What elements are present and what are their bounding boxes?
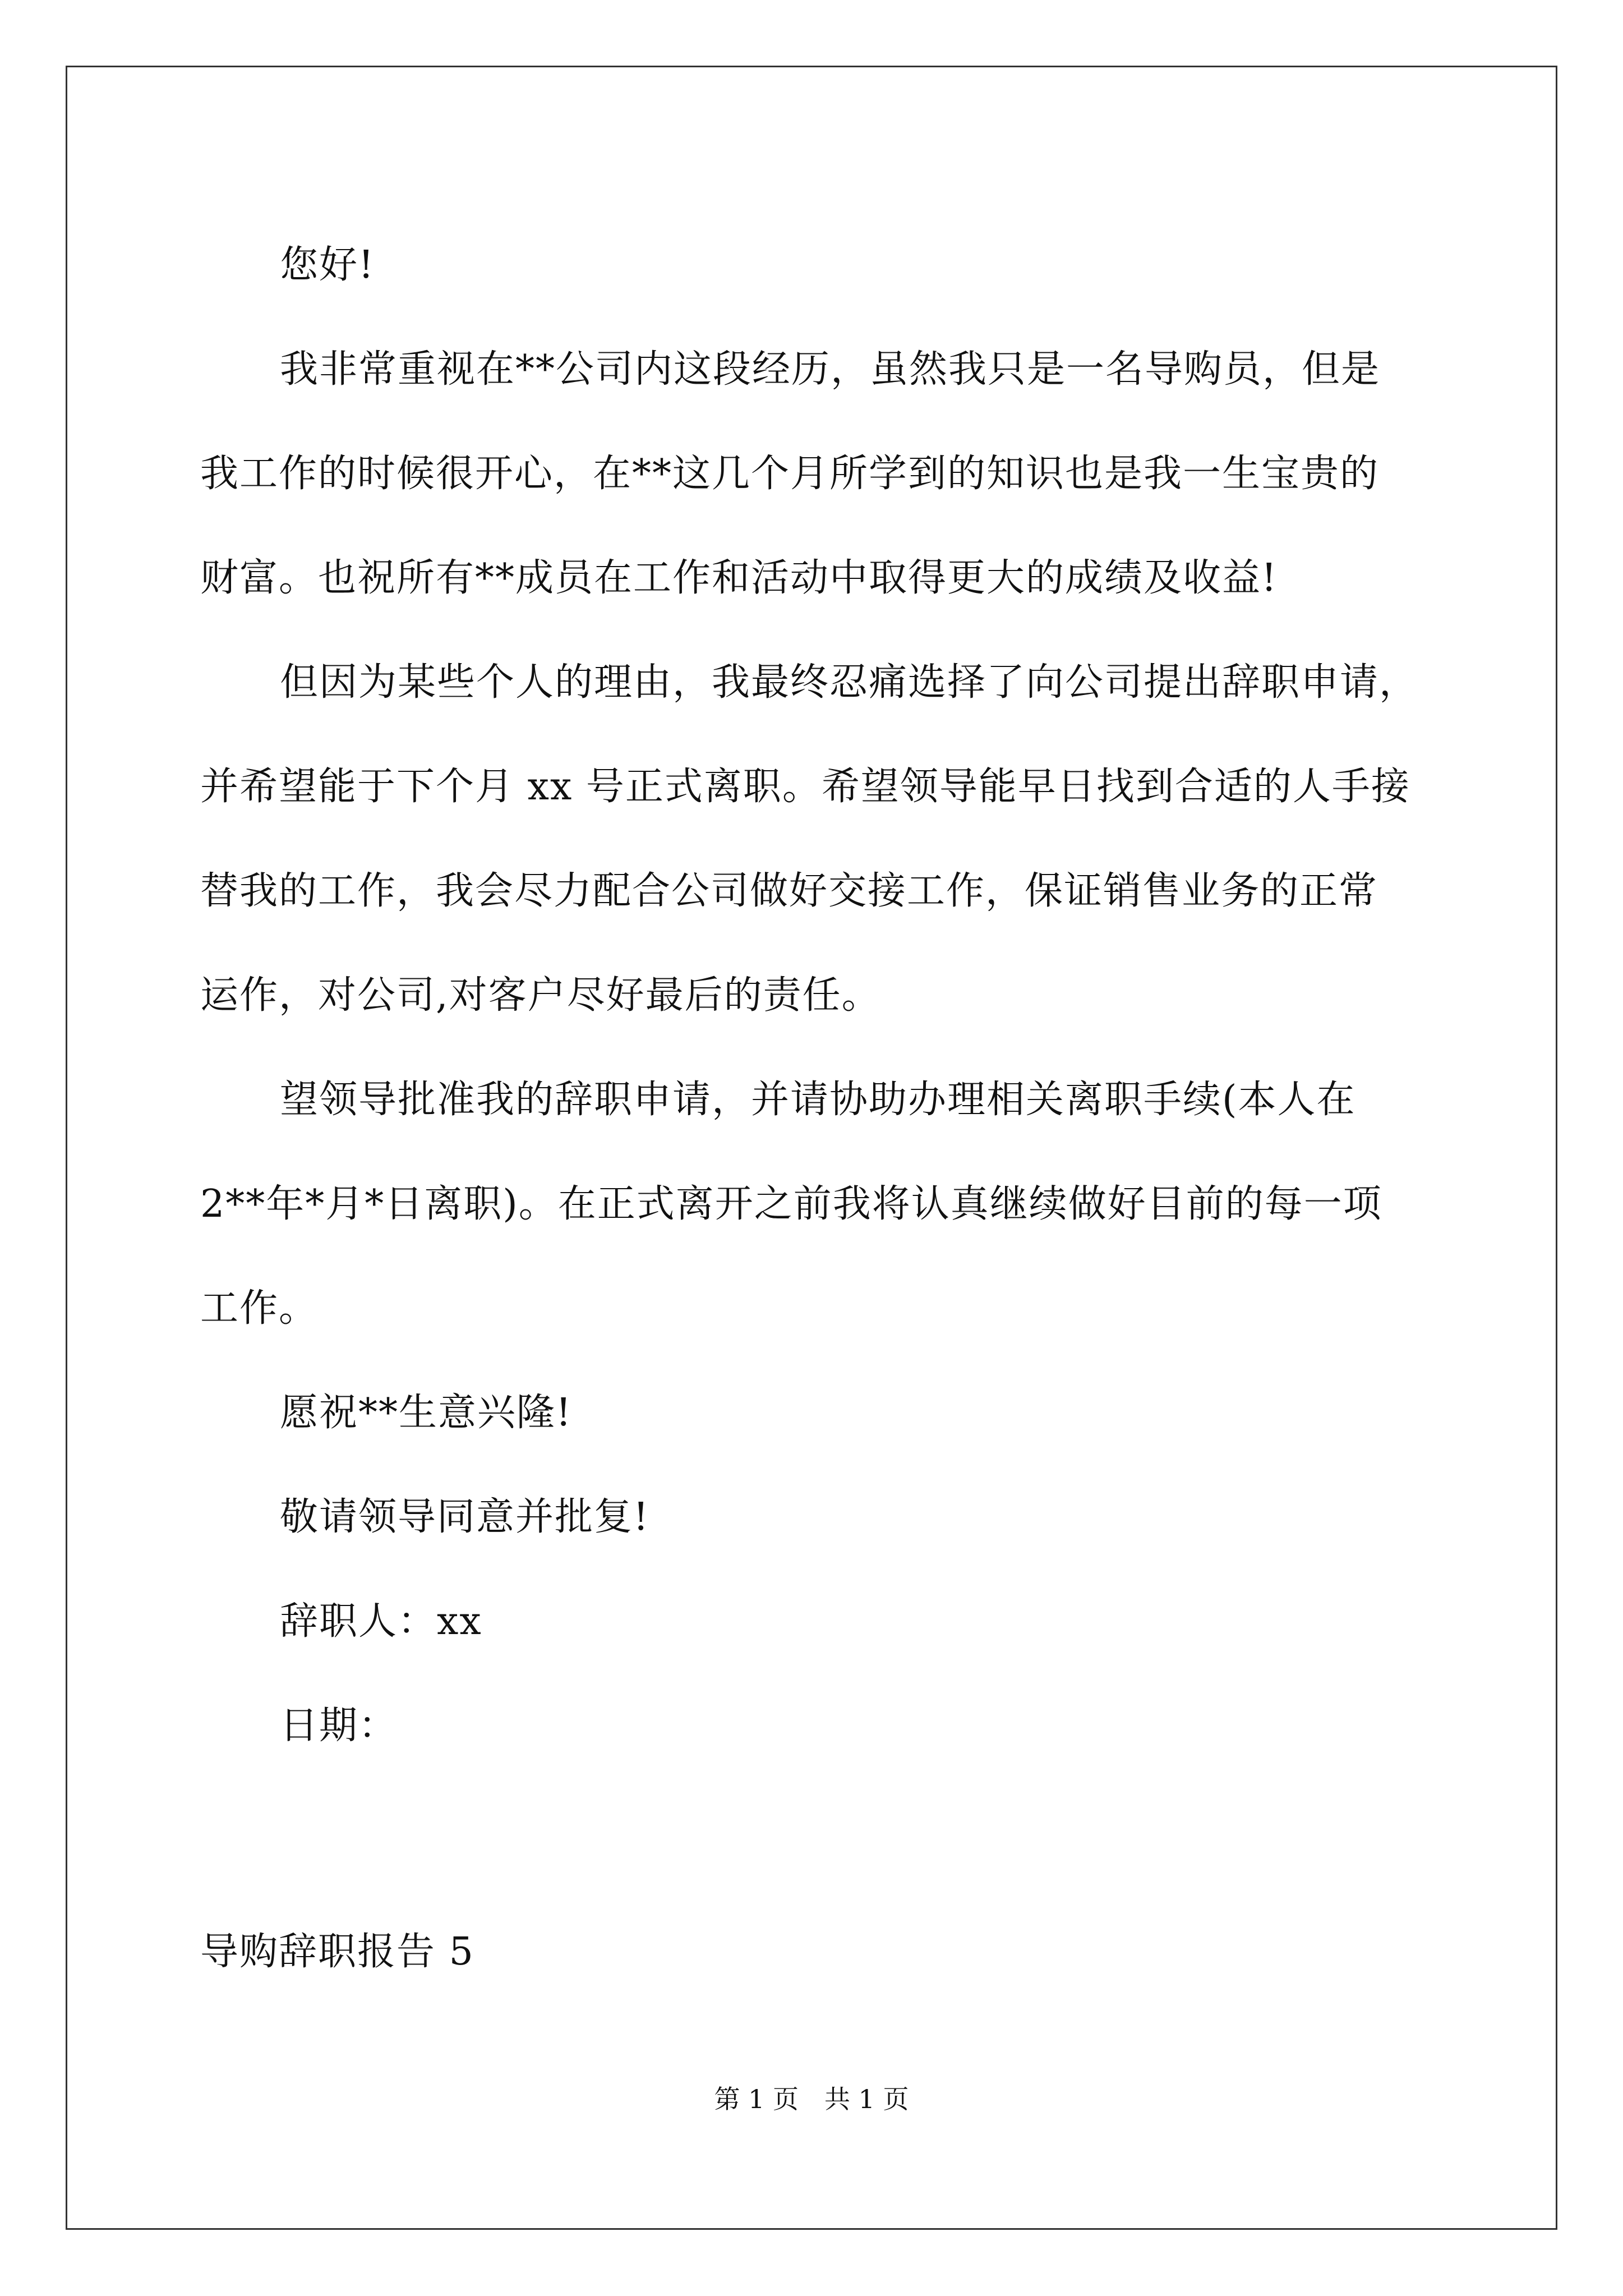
paragraph-3-line-1: 望领导批准我的辞职申请，并请协助办理相关离职手续(本人在 <box>280 1078 1356 1122</box>
paragraph-2-line-2: 并希望能于下个月 xx 号正式离职。希望领导能早日找到合适的人手接 <box>200 765 1410 809</box>
paragraph-2-line-1: 但因为某些个人的理由，我最终忍痛选择了向公司提出辞职申请， <box>280 660 1419 705</box>
paragraph-3 <box>200 1048 1428 1361</box>
letter-body <box>200 213 1428 1778</box>
closing-request: 敬请领导同意并批复! <box>280 1495 650 1539</box>
page-footer: 第 1 页 共 1 页 <box>714 2084 909 2114</box>
paragraph-3-line-2: 2**年*月*日离职)。在正式离开之前我将认真继续做好目前的每一项 <box>200 1182 1382 1226</box>
date-label: 日期： <box>280 1704 398 1748</box>
signer: 辞职人：xx <box>280 1599 482 1644</box>
paragraph-1 <box>200 318 1428 631</box>
paragraph-3-line-3: 工作。 <box>200 1286 319 1331</box>
paragraph-2 <box>200 631 1428 1048</box>
paragraph-2-line-4: 运作，对公司,对客户尽好最后的责任。 <box>200 973 881 1018</box>
section-title: 导购辞职报告 5 <box>200 1930 474 1974</box>
paragraph-1-line-2: 我工作的时候很开心，在**这几个月所学到的知识也是我一生宝贵的 <box>200 452 1380 496</box>
paragraph-2-line-3: 替我的工作，我会尽力配合公司做好交接工作，保证销售业务的正常 <box>200 869 1378 913</box>
closing-wish: 愿祝**生意兴隆! <box>280 1391 573 1435</box>
paragraph-1-line-3: 财富。也祝所有**成员在工作和活动中取得更大的成绩及收益! <box>200 556 1278 600</box>
greeting: 您好! <box>280 243 375 287</box>
paragraph-1-line-1: 我非常重视在**公司内这段经历，虽然我只是一名导购员，但是 <box>280 347 1381 392</box>
